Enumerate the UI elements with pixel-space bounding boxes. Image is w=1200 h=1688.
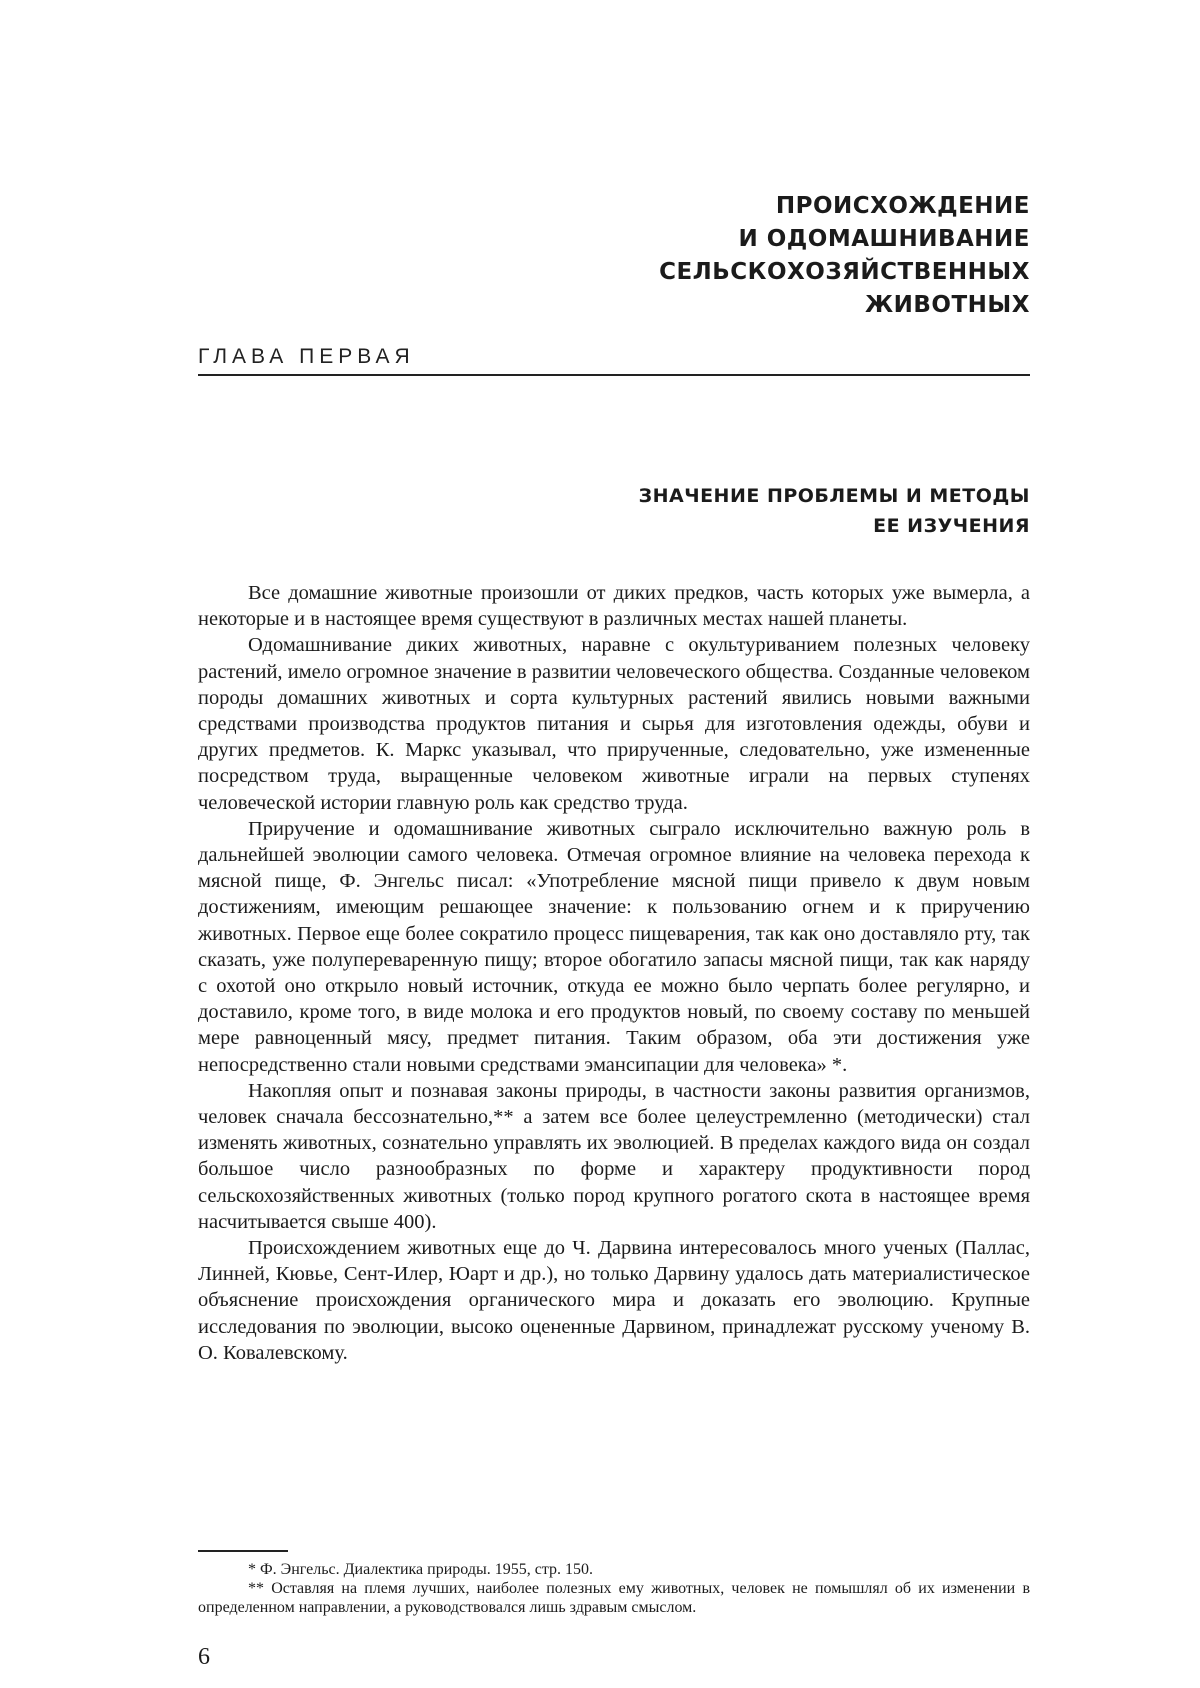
paragraph: Накопляя опыт и познавая законы природы, в частности законы развития организмов, человек сначала бессознательно,** а затем все более целеустремленно (методически) стал изменять животных, сознательно управлять их эволюцией. В пределах каждого вида он создал большое число разнообразных по форме и характеру продуктивности пород сельскохозяйственных животных (только пород крупного рогатого скота в настоящее время насчитывается свыше 400).: [198, 1079, 1030, 1233]
paragraph: Происхождением животных еще до Ч. Дарвина интересовалось много ученых (Паллас, Линней, Кювье, Сент-Илер, Юарт и др.), но только Дарвину удалось дать материалистическое объяснение происхождения органического мира и доказать его эволюцию. Крупные исследования по эволюции, высоко оцененные Дарвином, принадлежат русскому ученому В. О. Ковалевскому.: [198, 1237, 1030, 1364]
section-title-line: ЕЕ ИЗУЧЕНИЯ: [873, 515, 1030, 537]
part-title-line: СЕЛЬСКОХОЗЯЙСТВЕННЫХ: [659, 259, 1030, 285]
part-title-line: ПРОИСХОЖДЕНИЕ: [775, 193, 1030, 219]
paragraph: Приручение и одомашнивание животных сыграло исключительно важную роль в дальнейшей эволюции самого человека. Отмечая огромное влияние на человека перехода к мясной пище, Ф. Энгельс писал: «Употребление мясной пищи привело к двум новым достижениям, имеющим решающее значение: к пользованию огнем и к приручению животных. Первое еще более сократило процесс пищеварения, так как оно доставляло рту, так сказать, уже полупереваренную пищу; второе обогатило запасы мясной пищи, так как наряду с охотой оно открыло новый источник, откуда ее можно было черпать более регулярно, и доставило, кроме того, в виде молока и его продуктов новый, по своему составу по меньшей мере равноценный мясу, предмет питания. Таким образом, оба эти достижения уже непосредственно стали новыми средствами эмансипации для человека» *.: [198, 817, 1030, 1076]
footnote: ** Оставляя на племя лучших, наиболее полезных ему животных, человек не помышлял об их изменении в определенном направлении, а руководствовался лишь здравым смыслом.: [198, 1580, 1030, 1616]
chapter-divider: [198, 374, 1030, 376]
chapter-label: ГЛАВА ПЕРВАЯ: [198, 345, 415, 368]
footnote-divider: [198, 1550, 288, 1552]
paragraph: Все домашние животные произошли от диких предков, часть которых уже вымерла, а некоторые и в настоящее время существуют в различных местах нашей планеты.: [198, 582, 1030, 631]
section-title-line: ЗНАЧЕНИЕ ПРОБЛЕМЫ И МЕТОДЫ: [638, 485, 1030, 507]
page-number: 6: [198, 1644, 210, 1670]
part-title-line: И ОДОМАШНИВАНИЕ: [738, 226, 1030, 252]
part-title-line: ЖИВОТНЫХ: [865, 292, 1030, 318]
footnote: * Ф. Энгельс. Диалектика природы. 1955, стр. 150.: [248, 1561, 593, 1578]
body-text: [198, 580, 1030, 1366]
paragraph: Одомашнивание диких животных, наравне с окультуриванием полезных человеку растений, имело огромное значение в развитии человеческого общества. Созданные человеком породы домашних животных и сорта культурных растений явились новыми важными средствами производства продуктов питания и сырья для изготовления одежды, обуви и других предметов. К. Маркс указывал, что прирученные, следовательно, уже измененные посредством труда, выращенные человеком животные играли на первых ступенях человеческой истории главную роль как средство труда.: [198, 634, 1030, 814]
section-title: [510, 481, 1030, 541]
footnotes: [198, 1560, 1030, 1617]
part-title: [510, 190, 1030, 322]
